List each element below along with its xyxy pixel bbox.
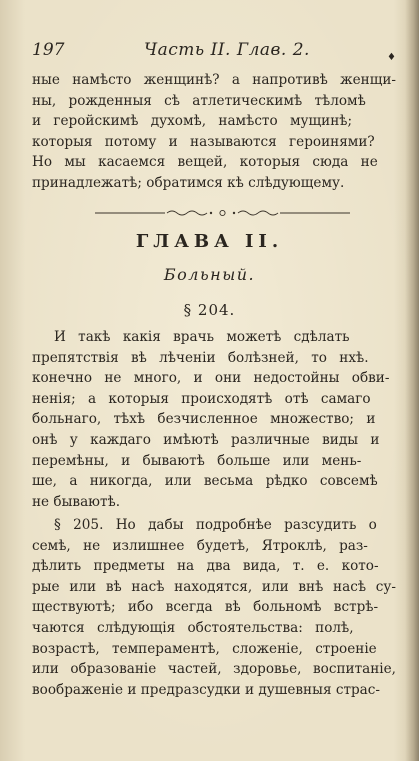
chapter-heading: ГЛАВА II. [135,231,284,252]
text-line: которыя потому и называются героинями? [32,133,375,150]
page-number: 197 [32,40,65,60]
text-line: ные намѣсто женщинѣ? а напротивѣ женщи- [32,72,396,88]
text-line: семѣ, не излишнее будетѣ, Ятроклѣ, раз- [32,537,368,554]
text-line: И такѣ какія врачь можетѣ сдѣлать [54,329,350,345]
decorative-rule-icon [95,209,350,217]
text-line: перемѣны, и бываютѣ больше или мень- [32,452,362,469]
text-line: препятствія вѣ лѣченіи болѣзней, то нхѣ. [32,349,369,366]
text-line: не бываютѣ. [32,493,121,510]
text-line: воображеніе и предразсудки и душевныя страс- [32,681,380,698]
text-line: и геройскимѣ духомѣ, намѣсто мущинѣ; [32,113,353,130]
chapter-subtitle: Больный. [163,265,256,284]
text-line: или образованіе частей, здоровье, воспитаніе, [32,661,396,678]
top-paragraph [32,70,396,194]
text-line: возрастѣ, темпераментѣ, сложеніе, строеніе [32,640,377,657]
text-line: ны, рожденныя сѣ атлетическимѣ тѣломѣ [32,92,366,109]
page-edge-shadow [405,0,419,761]
text-line: чаются слѣдующія обстоятельства: полѣ, [32,619,354,636]
corner-mark-icon: ♦ [387,52,396,63]
running-title: Часть II. Глав. 2. [144,40,310,60]
text-line: принадлежатѣ; обратимся кѣ слѣдующему. [32,174,345,191]
running-header [32,40,396,63]
text-line: онѣ у каждаго имѣютѣ различные виды и [32,431,380,448]
text-line: § 205. Но дабы подробнѣе разсудить о [54,517,377,533]
text-line: больнаго, тѣхѣ безчисленное множество; и [32,411,376,428]
paragraph-204 [32,327,396,512]
text-line: ше, а никогда, или весьма рѣдко совсемѣ [32,473,378,490]
section-number: § 204. [183,301,236,319]
text-line: конечно не много, и они недостойны обви- [32,370,390,387]
text-line: Но мы касаемся вещей, которыя сюда не [32,154,378,171]
paragraph-205 [32,515,396,700]
text-line: рые или вѣ насѣ находятся, или внѣ насѣ су- [32,578,396,595]
text-line: ществуютѣ; ибо всегда вѣ больномѣ встрѣ- [32,599,379,616]
text-line: дѣлить предметы на два вида, т. е. кото- [32,558,379,575]
text-line: ненія; а которыя происходятѣ отѣ самаго [32,390,371,407]
